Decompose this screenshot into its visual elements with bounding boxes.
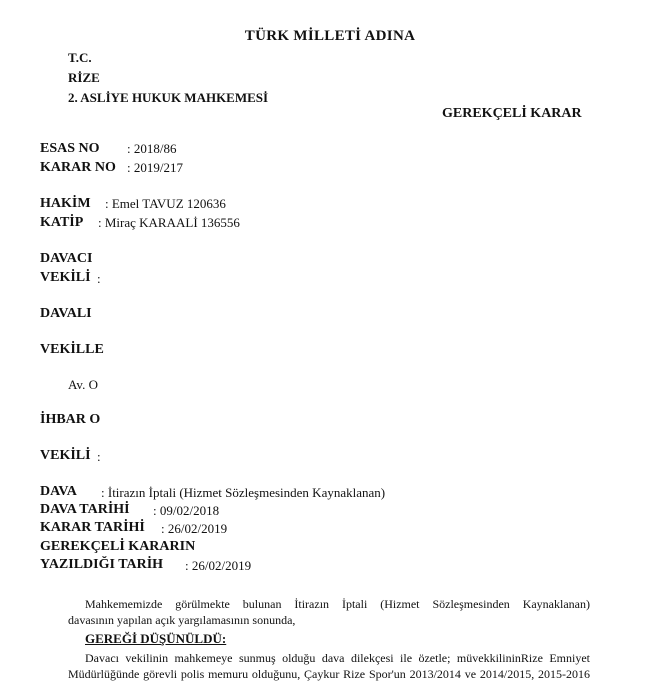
karar-no-label: KARAR NO <box>40 160 116 175</box>
paragraph-2-line-2: Müdürlüğünde görevli polis memuru olduğunu, Çaykur Rize Spor'un 2013/2014 ve 2014/2015, 2015-2016 <box>68 667 590 681</box>
document-title: TÜRK MİLLETİ ADINA <box>244 28 416 44</box>
city-label: RİZE <box>68 70 100 85</box>
decision-type: GEREKÇELİ KARAR <box>442 106 582 121</box>
section-heading: GEREĞİ DÜŞÜNÜLDÜ: <box>85 631 227 646</box>
ihbar-label: İHBAR O <box>40 412 101 427</box>
katip-label: KATİP <box>40 215 84 230</box>
gerekceli-kararin-label: GEREKÇELİ KARARIN <box>40 539 196 554</box>
davali-vekilleri-label: VEKİLLE <box>40 342 104 357</box>
paragraph-1-line-1: Mahkememizde görülmekte bulunan İtirazın İptali (Hizmet Sözleşmesinden Kaynaklanan) <box>85 597 590 611</box>
paragraph-2-line-1: Davacı vekilinin mahkemeye sunmuş olduğu dava dilekçesi ile özetle; müvekkilininRize Emniyet <box>85 651 590 665</box>
yazildigi-tarih-value: : 26/02/2019 <box>185 558 252 573</box>
davaci-label: DAVACI <box>40 251 93 266</box>
dava-label: DAVA <box>40 484 77 499</box>
karar-tarihi-label: KARAR TARİHİ <box>40 520 145 535</box>
karar-tarihi-value: : 26/02/2019 <box>161 521 228 536</box>
dava-tarihi-label: DAVA TARİHİ <box>40 502 130 517</box>
esas-no-value: : 2018/86 <box>127 141 177 156</box>
paragraph-1-line-2: davasının yapılan açık yargılamasının sonunda, <box>68 613 296 627</box>
davaci-vekili-label: VEKİLİ <box>40 270 91 285</box>
davali-vekil-name: Av. O <box>68 377 98 392</box>
dava-value: : İtirazın İptali (Hizmet Sözleşmesinden Kaynaklanan) <box>101 485 386 500</box>
hakim-label: HAKİM <box>40 196 91 211</box>
katip-value: : Miraç KARAALİ 136556 <box>98 215 240 230</box>
hakim-value: : Emel TAVUZ 120636 <box>105 196 226 211</box>
court-name: 2. ASLİYE HUKUK MAHKEMESİ <box>68 90 269 105</box>
ihbar-vekili-label: VEKİLİ <box>40 448 91 463</box>
ihbar-vekili-value: : <box>97 449 101 464</box>
davali-label: DAVALI <box>40 306 92 321</box>
karar-no-value: : 2019/217 <box>127 160 183 175</box>
davaci-vekili-value: : <box>97 271 101 286</box>
esas-no-label: ESAS NO <box>40 141 100 156</box>
yazildigi-tarih-label: YAZILDIĞI TARİH <box>40 557 164 572</box>
country-label: T.C. <box>68 50 92 65</box>
dava-tarihi-value: : 09/02/2018 <box>153 503 220 518</box>
